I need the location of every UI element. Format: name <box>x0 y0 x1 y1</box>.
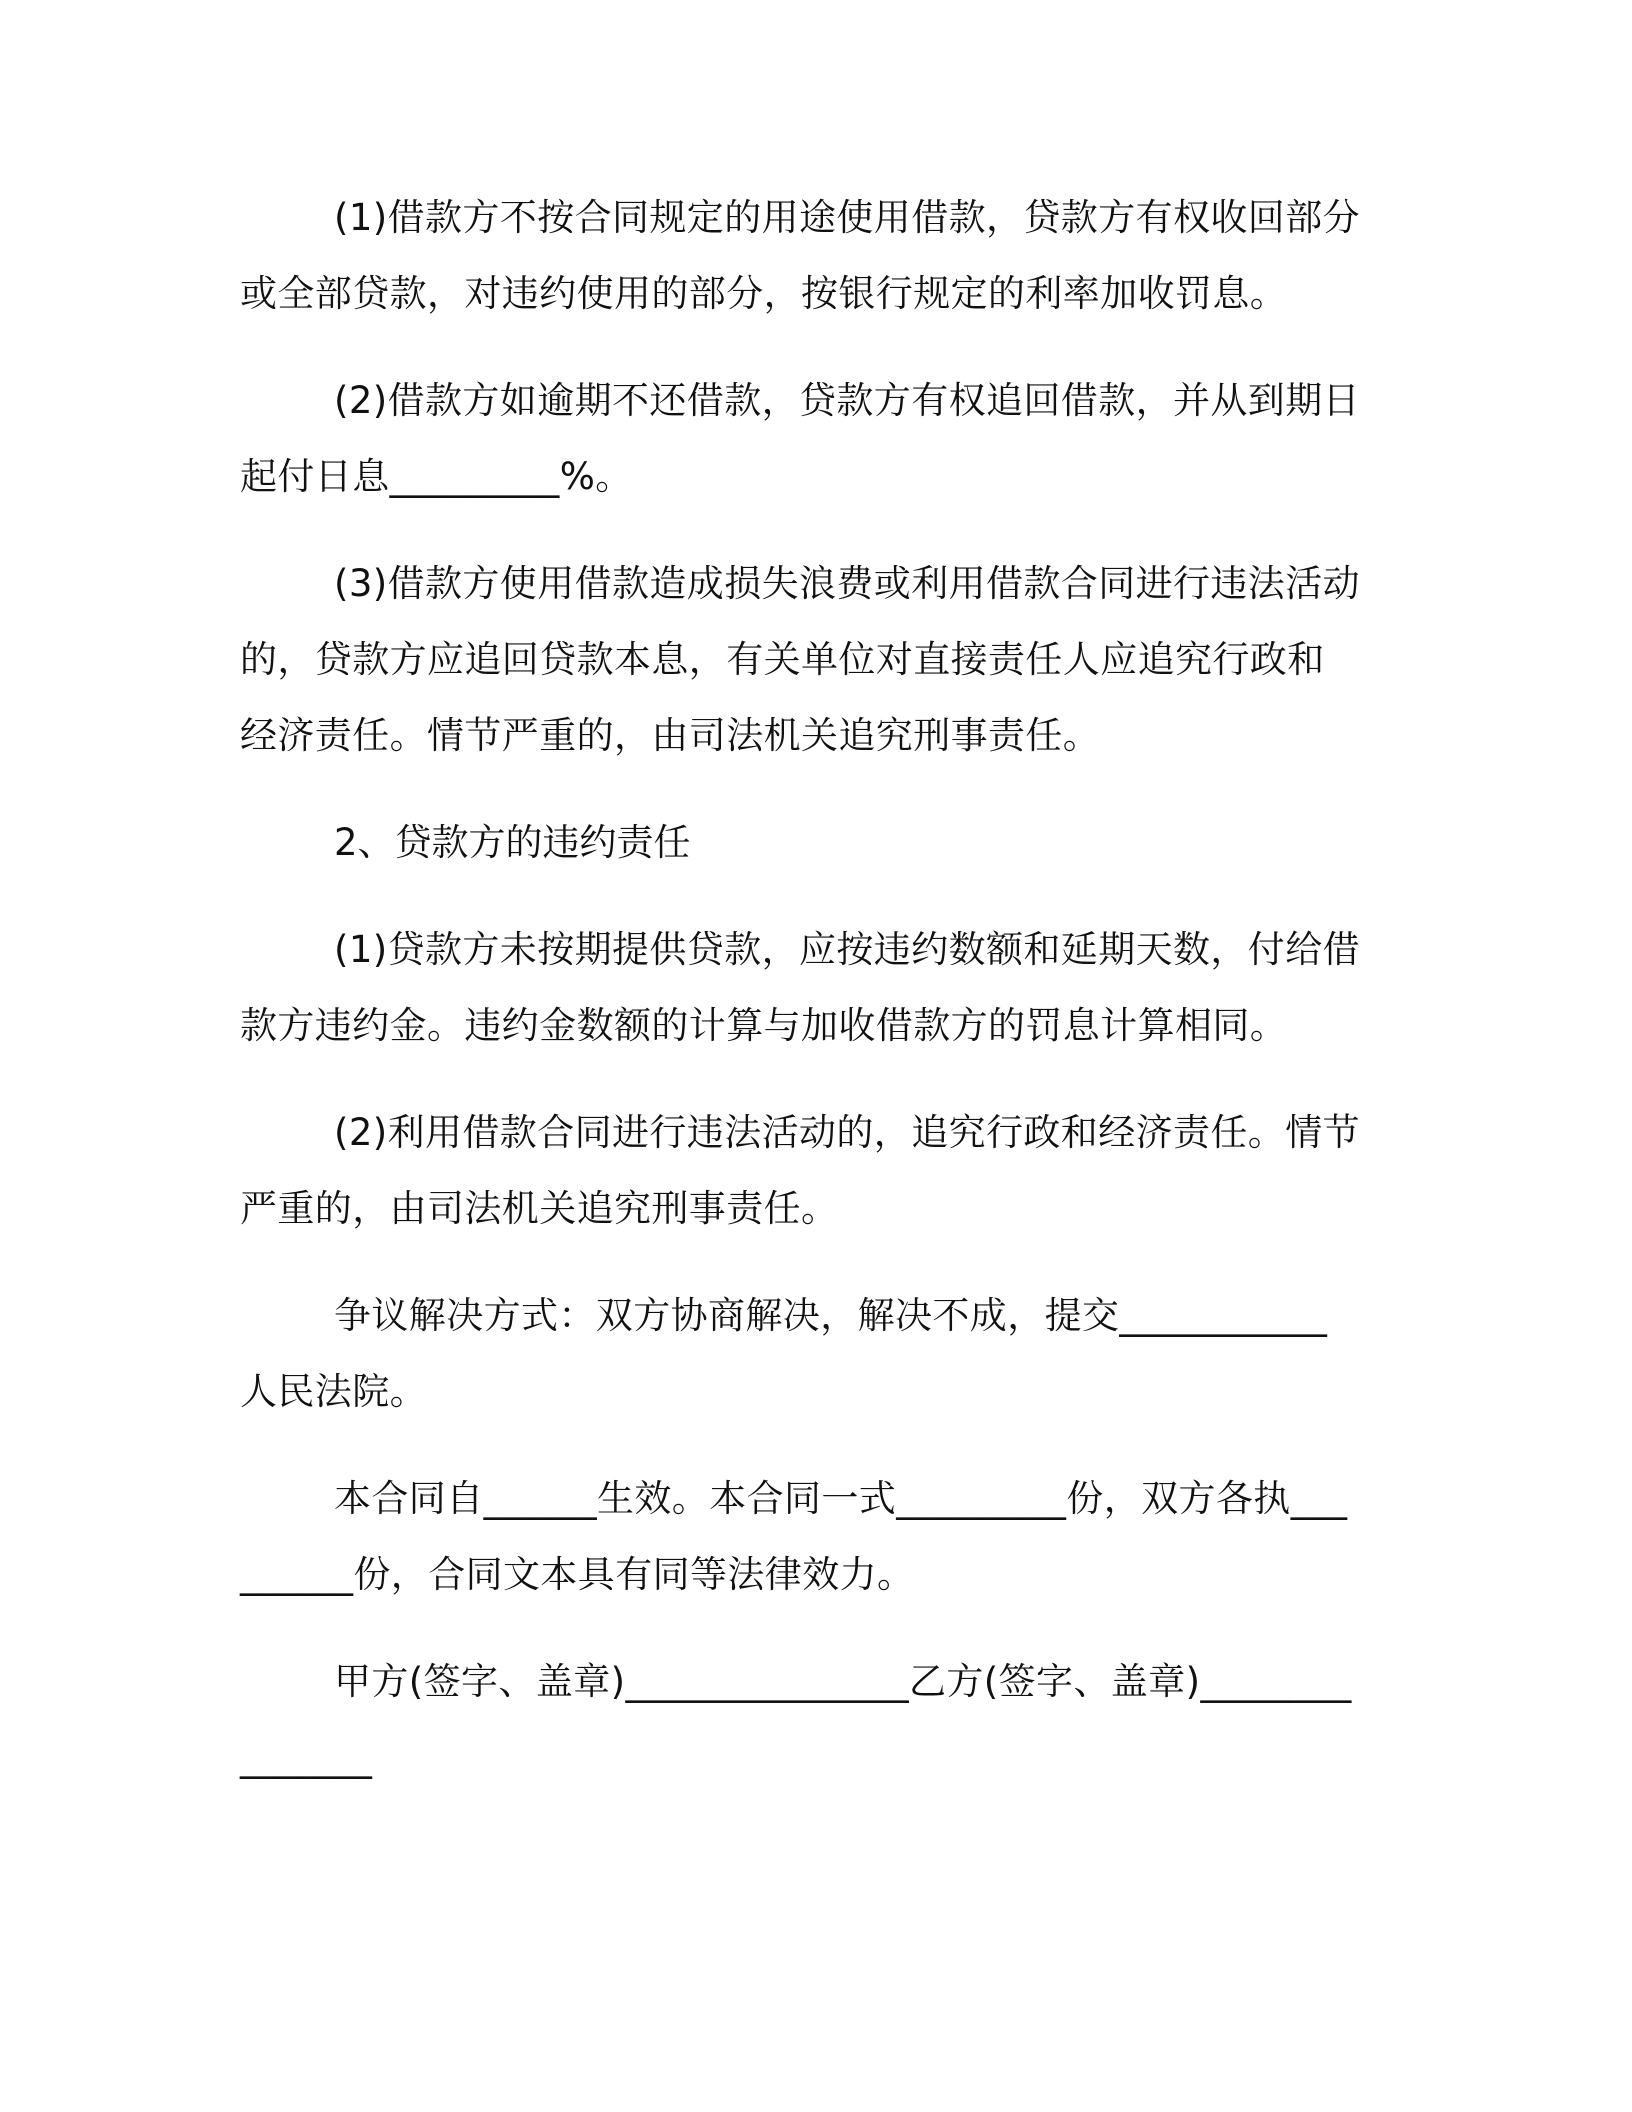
signature-line: 甲方(签字、盖章)_______________乙方(签字、盖章)_______________ <box>240 1660 1352 1779</box>
clause-lender-illegal: (2)利用借款合同进行违法活动的，追究行政和经济责任。情节严重的，由司法机关追究刑事责任。 <box>240 1111 1361 1230</box>
clause-effectiveness: 本合同自______生效。本合同一式_________份，双方各执_________份，合同文本具有同等法律效力。 <box>240 1477 1348 1596</box>
clause-lender-late: (1)贷款方未按期提供贷款，应按违约数额和延期天数，付给借款方违约金。违约金数额的计算与加收借款方的罚息计算相同。 <box>240 928 1361 1047</box>
section-heading-lender-liability: 2、贷款方的违约责任 <box>334 821 691 864</box>
clause-borrower-illegal: (3)借款方使用借款造成损失浪费或利用借款合同进行违法活动的，贷款方应追回贷款本息，有关单位对直接责任人应追究行政和经济责任。情节严重的，由司法机关追究刑事责任。 <box>240 562 1361 757</box>
clause-borrower-overdue: (2)借款方如逾期不还借款，贷款方有权追回借款，并从到期日起付日息_________%。 <box>240 379 1361 498</box>
clause-borrower-misuse: (1)借款方不按合同规定的用途使用借款，贷款方有权收回部分或全部贷款，对违约使用的部分，按银行规定的利率加收罚息。 <box>240 196 1361 315</box>
document-body <box>240 180 1360 1827</box>
clause-dispute-resolution: 争议解决方式：双方协商解决，解决不成，提交___________人民法院。 <box>240 1294 1328 1413</box>
